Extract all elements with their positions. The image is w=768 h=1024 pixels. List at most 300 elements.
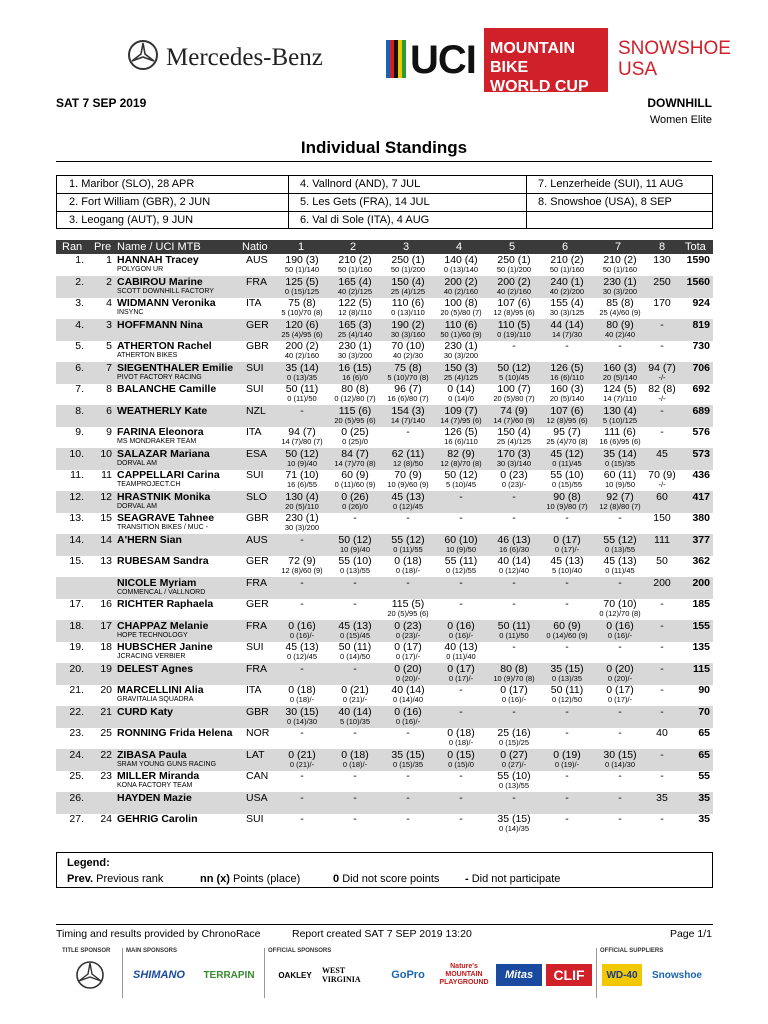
race-points-detail: 50 (1)/160 [602,265,638,274]
race-points-detail: 0 (16)/- [448,630,474,640]
race-points-cell: 160 (3) [550,383,584,395]
col-header: Ran [62,241,83,253]
uci-logo-text: UCI [410,38,476,82]
sponsor-label: OFFICIAL SUPPLIERS [600,948,664,954]
col-header: 6 [562,241,569,253]
race-points-cell: 0 (18) [447,727,475,739]
race-points-cell: 35 (14) [603,447,637,460]
race-points-detail: 40 (2)/200 [549,286,585,296]
nation-cell: SUI [246,361,264,374]
rank-cell: 9. [75,426,84,438]
race-points-detail: 14 (7)/80 (7) [281,437,323,446]
wd40-logo: WD-40 [602,964,642,986]
race-points-cell: - [353,576,357,589]
rider-name: WIDMANN Veronika [117,297,216,309]
prev-rank-cell: 6 [106,404,112,417]
race-points-cell: 40 [656,727,668,739]
rank-cell: 13. [69,512,84,524]
table-row [56,405,713,427]
legend-box [56,852,713,888]
race-points-cell: 30 (15) [603,748,637,761]
race-points-cell: 45 (13) [603,555,637,567]
race-points-detail: 0 (21)/- [342,695,368,704]
race-points-cell: - [660,404,664,417]
col-header: 3 [403,241,410,253]
rider-team: COMMENCAL / VALLNORD [117,588,206,596]
col-header: 7 [615,241,622,253]
race-points-cell: 70 (10) [603,598,637,610]
nation-cell: GER [246,318,269,331]
race-points-detail: 5 (10)/70 (8) [387,372,429,382]
rider-team: PIVOT FACTORY RACING [117,373,202,381]
table-row [56,254,713,276]
prev-rank-cell: 18 [100,641,112,653]
race-points-cell: 250 (1) [497,254,531,266]
race-points-detail: 0 (17)/- [607,695,633,704]
rider-team: POLYGON UR [117,266,164,273]
race-points-cell: 109 (7) [444,404,478,417]
rider-name: RONNING Frida Helena [117,727,233,739]
race-points-cell: 130 (4) [603,404,637,417]
rank-cell: 6. [75,361,84,374]
race-points-cell: - [353,662,357,675]
race-points-cell: - [300,791,304,804]
race-points-cell: - [406,576,410,589]
race-points-cell: 44 (14) [550,318,584,331]
table-row [56,276,713,298]
race-points-cell: - [660,770,664,782]
race-points-cell: 122 (5) [338,297,372,309]
race-points-cell: 50 (12) [444,469,478,481]
race-points-detail: 0 (12)/45 [286,652,318,661]
prev-rank-cell: 5 [106,340,112,352]
race-points-detail: -/- [658,480,666,489]
race-points-detail: 0 (26)/0 [342,501,368,511]
prev-rank-cell: 14 [100,533,112,546]
race-points-detail: 25 (4)/125 [443,372,479,382]
nation-cell: GBR [246,512,269,524]
race-points-detail: 40 (2)/40 [604,329,636,339]
race-points-cell: 100 (8) [444,297,478,309]
race-points-cell: 50 (12) [497,361,531,374]
rank-cell: 20. [69,662,84,675]
race-points-detail: 5 (10)/125 [602,415,638,425]
race-points-cell: - [406,813,410,825]
rank-cell: 14. [69,533,84,546]
race-points-detail: 0 (11)/50 [499,630,529,640]
race-points-cell: 95 (7) [553,426,581,438]
race-points-cell: 165 (3) [338,318,372,331]
nation-cell: SUI [246,813,264,825]
event-title-line1: MOUNTAIN BIKE [490,40,576,76]
rider-name: CHAPPAZ Melanie [117,619,209,632]
prev-rank-cell: 22 [100,748,112,761]
category: Women Elite [649,114,712,126]
race-points-cell: 115 (6) [338,404,372,417]
race-points-detail: 0 (14)/40 [392,695,424,704]
race-points-cell: - [660,619,664,632]
race-points-cell: 60 (9) [553,619,581,632]
race-points-detail: 16 (6)/55 [286,480,318,489]
race-points-detail: 0 (20)/- [607,673,633,683]
rank-cell: 12. [69,490,84,503]
race-points-cell: 0 (16) [288,619,316,632]
race-points-detail: 16 (6)/110 [550,372,584,382]
race-points-cell: 40 (14) [391,684,425,696]
nation-cell: CAN [246,770,269,782]
mountain-playground-logo: Nature's MOUNTAIN PLAYGROUND [439,963,489,986]
table-row [56,792,713,814]
race-points-cell: 50 (11) [338,641,372,653]
race-points-detail: 0 (23)/- [501,480,527,489]
race-points-detail: 12 (8)/95 (6) [493,308,535,317]
venue-box [608,28,731,92]
race-points-detail: 0 (12)/55 [445,566,477,575]
race-points-cell: - [512,490,516,503]
race-points-detail: 0 (15)/55 [551,480,583,489]
race-points-detail: 50 (1)/160 [549,265,585,274]
race-points-detail: 25 (4)/125 [390,286,426,296]
mitas-logo: Mitas [496,964,542,986]
race-points-cell: 55 (10) [550,469,584,481]
race-points-cell: 35 [656,791,668,804]
race-points-detail: 0 (11)/60 (9) [334,480,376,489]
race-item: 5. Les Gets (FRA), 14 JUL [300,196,430,208]
race-points-detail: 40 (2)/30 [392,351,424,360]
page-title: Individual Standings [300,138,468,157]
footer-divider [56,924,713,925]
race-points-cell: 160 (3) [603,361,637,374]
rank-cell: 18. [69,619,84,632]
race-points-cell: 125 (5) [285,275,319,288]
race-points-cell: 70 (9) [648,469,676,481]
race-points-cell: 0 (25) [341,426,369,438]
race-points-cell: - [512,791,516,804]
total-points-cell: 65 [698,748,710,761]
race-points-cell: - [512,512,516,524]
nation-cell: GBR [246,705,269,718]
report-created: Report created SAT 7 SEP 2019 13:20 [292,928,472,940]
race-points-cell: 0 (23) [500,469,528,481]
race-points-cell: - [618,641,622,653]
nation-cell: ITA [246,426,262,438]
race-points-cell: 107 (6) [550,404,584,417]
race-points-detail: 10 (9)/50 [604,480,636,489]
race-points-cell: 200 (2) [285,340,319,352]
race-points-detail: 40 (2)/160 [496,286,532,296]
terrapin-logo: TERRAPIN [203,969,255,981]
race-points-detail: 14 (7)/140 [390,415,426,425]
rider-name: HOFFMANN Nina [117,318,203,331]
race-points-cell: 50 (12) [338,533,372,546]
race-points-detail: 0 (13)/55 [604,544,636,554]
race-points-detail: 50 (1)/200 [496,265,532,274]
total-points-cell: 417 [692,490,710,503]
total-points-cell: 200 [692,576,710,589]
nation-cell: NOR [246,727,270,739]
timing-credit: Timing and results provided by ChronoRace [56,928,261,940]
race-points-cell: - [660,684,664,696]
race-points-cell: - [660,340,664,352]
race-points-cell: 55 (12) [603,533,637,546]
race-points-cell: 45 [656,447,668,460]
race-points-cell: 35 (15) [550,662,584,675]
col-header: 4 [456,241,463,253]
race-points-cell: 0 (14) [447,383,475,395]
rider-name: CURD Katy [117,705,174,718]
race-points-detail: 12 (8)/95 (6) [546,415,588,425]
legend-key: - [465,873,469,885]
race-points-detail: 12 (8)/50 [392,458,424,468]
total-points-cell: 706 [692,361,710,374]
venue-line1: SNOWSHOE [618,38,731,59]
race-points-cell: 115 (5) [391,598,425,610]
rider-team: SRAM YOUNG GUNS RACING [117,760,217,768]
sponsors-strip [56,946,713,1002]
race-points-cell: 150 (3) [444,361,478,374]
race-points-detail: 10 (9)/60 (9) [387,480,429,489]
table-row [56,340,713,362]
race-points-cell: 230 (1) [603,275,637,288]
legend-desc: Did not score points [342,873,440,885]
race-points-cell: - [618,791,622,804]
race-points-detail: 20 (5)/110 [285,501,319,511]
race-points-detail: 14 (7)/30 [551,329,583,339]
prev-rank-cell: 13 [100,555,112,567]
total-points-cell: 90 [698,684,710,696]
race-points-detail: 0 (21)/- [289,759,315,769]
race-points-detail: 0 (12)/40 [498,566,530,575]
total-points-cell: 155 [692,619,710,632]
race-points-cell: 55 (12) [391,533,425,546]
race-points-cell: 80 (8) [500,662,528,675]
race-points-detail: 0 (15)/35 [392,759,424,769]
race-points-cell: 150 [653,512,671,524]
prev-rank-cell: 25 [100,727,112,739]
race-points-cell: - [459,684,463,696]
rider-name: CABIROU Marine [117,275,203,288]
rank-cell: 10. [69,447,84,460]
race-points-detail: 0 (13)/35 [286,372,318,382]
race-points-detail: 5 (10)/70 (8) [281,308,323,317]
race-points-detail: 5 (10)/40 [551,566,583,575]
race-points-detail: 40 (2)/160 [284,351,320,360]
race-points-detail: 25 (4)/70 (8) [546,437,588,446]
sponsor-divider [122,948,123,998]
race-points-detail: 0 (11)/55 [393,544,423,554]
races-box [56,175,713,229]
race-points-cell: 35 (14) [285,361,319,374]
nation-cell: GER [246,555,269,567]
race-points-cell: 0 (18) [394,555,422,567]
title-divider [56,161,712,162]
race-points-cell: - [300,727,304,739]
race-points-cell: - [300,576,304,589]
total-points-cell: 819 [692,318,710,331]
sponsor-divider [264,948,265,998]
table-row [56,749,713,771]
shimano-logo: SHIMANO [133,969,185,981]
rider-team: GRAVITALIA SQUADRA [117,696,194,703]
nation-cell: GBR [246,340,269,352]
legend-item [465,873,560,885]
race-points-cell: 50 (11) [497,619,531,632]
race-points-cell: 150 (4) [391,275,425,288]
race-points-detail: 10 (9)/70 (8) [493,673,535,683]
rider-name: HUBSCHER Janine [117,641,213,653]
race-points-cell: 45 (12) [550,447,584,460]
race-points-detail: 0 (12)/45 [392,501,424,511]
race-points-cell: - [406,512,410,524]
race-points-cell: 0 (18) [341,748,369,761]
race-points-detail: 0 (11)/45 [605,566,635,575]
col-header: Tota [685,241,706,253]
nation-cell: SUI [246,383,264,395]
rider-name: FARINA Eleonora [117,426,204,438]
race-points-detail: 30 (3)/200 [284,523,320,532]
race-points-cell: - [459,576,463,589]
total-points-cell: 576 [692,426,710,438]
race-points-detail: 0 (16)/- [501,695,527,704]
race-points-cell: 60 (9) [341,469,369,481]
race-points-cell: 250 [653,275,671,288]
rider-team: TRANSITION BIKES / MUC - [117,524,209,531]
race-points-detail: 0 (11)/40 [446,652,476,661]
race-points-detail: 16 (6)/0 [342,372,368,382]
race-points-cell: 0 (21) [341,684,369,696]
race-points-cell: - [459,598,463,610]
race-points-cell: - [459,770,463,782]
race-points-detail: 0 (15)/35 [604,458,636,468]
race-points-detail: 0 (17)/- [554,544,580,554]
nation-cell: FRA [246,576,267,589]
col-header: 8 [659,241,666,253]
prev-rank-cell: 4 [106,297,112,309]
prev-rank-cell: 12 [100,490,112,503]
prev-rank-cell: 8 [106,383,112,395]
nation-cell: SLO [246,490,268,503]
race-points-cell: 35 (15) [391,748,425,761]
race-points-detail: 50 (1)/60 (9) [440,329,482,339]
race-points-cell: 110 (6) [444,318,478,331]
race-item: 8. Snowshoe (USA), 8 SEP [538,196,672,208]
race-item: 1. Maribor (SLO), 28 APR [69,178,195,190]
col-header: 1 [298,241,305,253]
race-points-detail: 0 (18)/- [395,566,421,575]
race-points-cell: - [459,813,463,825]
table-row [56,727,713,749]
race-points-detail: 50 (1)/200 [390,265,426,274]
nation-cell: USA [246,791,268,804]
col-header: Pre [94,241,112,253]
race-points-cell: 94 (7) [288,426,316,438]
race-points-cell: 200 [653,576,671,589]
race-points-cell: 126 (5) [550,361,584,374]
rank-cell: 25. [69,770,84,782]
race-points-cell: 0 (15) [447,748,475,761]
race-points-cell: 120 (6) [285,318,319,331]
race-points-cell: 45 (13) [550,555,584,567]
table-row [56,706,713,728]
race-points-cell: - [300,770,304,782]
race-points-detail: 14 (7)/60 (9) [493,415,535,425]
table-row [56,426,713,448]
prev-rank-cell: 2 [106,275,112,288]
rider-team: SCOTT DOWNHILL FACTORY [117,287,214,295]
table-row [56,297,713,319]
mercedes-star-logo [128,40,158,70]
race-points-cell: 0 (16) [606,619,634,632]
race-points-detail: 0 (12)/80 (7) [334,394,376,403]
rider-name: SALAZAR Mariana [117,447,210,460]
race-points-cell: 62 (11) [391,447,425,460]
race-points-cell: 0 (27) [500,748,528,761]
total-points-cell: 573 [692,447,710,460]
race-points-cell: 0 (26) [341,490,369,503]
nation-cell: LAT [246,748,265,761]
race-points-cell: - [512,641,516,653]
rank-cell: 22. [69,705,84,718]
race-points-cell: 0 (18) [288,684,316,696]
race-points-cell: 80 (9) [606,318,634,331]
race-points-detail: 5 (10)/45 [445,480,477,489]
race-points-cell: 165 (4) [338,275,372,288]
race-points-cell: 130 (4) [285,490,319,503]
race-points-cell: - [353,813,357,825]
race-points-cell: - [300,598,304,610]
prev-rank-cell: 3 [106,318,112,331]
rank-cell: 3. [75,297,84,309]
race-points-detail: 0 (16)/- [607,630,633,640]
rider-team: DORVAL AM [117,459,157,467]
brand-name: Mercedes-Benz [166,44,323,71]
race-points-cell: 84 (7) [341,447,369,460]
race-points-cell: 126 (5) [444,426,478,438]
race-points-cell: 16 (15) [338,361,372,374]
race-points-cell: - [300,533,304,546]
race-points-cell: 124 (5) [603,383,637,395]
race-points-cell: 85 (8) [606,297,634,309]
race-points-detail: 20 (5)/140 [549,394,585,403]
race-points-cell: - [406,727,410,739]
race-points-cell: 71 (10) [285,469,319,481]
total-points-cell: 692 [692,383,710,395]
race-points-cell: 230 (1) [444,340,478,352]
race-points-cell: 60 [656,490,668,503]
rider-name: HANNAH Tracey [117,254,199,266]
race-points-detail: -/- [658,372,666,382]
race-points-cell: 70 (9) [394,469,422,481]
nation-cell: GER [246,598,269,610]
prev-rank-cell: 21 [100,705,112,718]
rank-cell: 1. [75,254,84,266]
race-points-cell: - [660,641,664,653]
race-points-detail: 0 (23)/- [395,630,421,640]
race-points-cell: - [406,426,410,438]
race-points-cell: - [459,490,463,503]
prev-rank-cell: 10 [100,447,112,460]
table-row [56,383,713,405]
rider-team: MS MONDRAKER TEAM [117,438,197,445]
race-points-cell: 230 (1) [285,512,319,524]
race-points-cell: 50 (11) [550,684,584,696]
race-points-detail: 0 (16)/- [289,630,315,640]
race-points-cell: 0 (20) [606,662,634,675]
rider-name: NICOLE Myriam [117,576,197,589]
race-points-cell: 46 (13) [497,533,531,546]
race-points-detail: 12 (8)/60 (9) [281,566,323,575]
nation-cell: SUI [246,641,264,653]
